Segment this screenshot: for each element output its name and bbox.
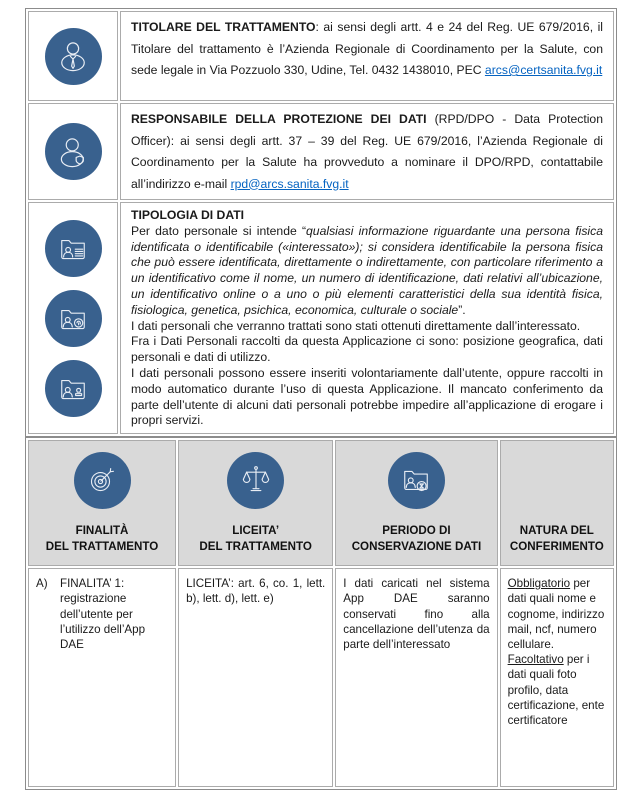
cell-liceita bbox=[178, 568, 333, 787]
tipologia-paragraph-2: I dati personali che verranno trattati sono stati ottenuti direttamente dall’interessato. bbox=[131, 318, 581, 333]
natura-facoltativo: Facoltativo bbox=[507, 653, 564, 667]
titolare-paragraph bbox=[131, 17, 603, 82]
header-periodo-label: PERIODO DI CONSERVAZIONE DATI bbox=[351, 524, 482, 554]
header-liceita bbox=[178, 440, 333, 566]
row-titolare bbox=[28, 11, 614, 101]
tipologia-icon-stack bbox=[30, 220, 116, 417]
responsabile-email-link[interactable]: rpd@arcs.sanita.fvg.it bbox=[230, 176, 349, 191]
scales-icon bbox=[179, 449, 332, 511]
header-natura-icon-placeholder bbox=[501, 449, 613, 511]
tipologia-p1-quote: qualsiasi informazione riguardante una persona fisica identificata o identificabile («interessato»); si considera identificabile la persona fisica che può essere identificata, direttamente o indirettamente, con particolare riferimento a un identificativo come il nome, un numero di identificazione, dati relativi all’ubicazione, un identificativo online o a uno o più elementi caratteristici della sua identità fisica, fisiologica, genetica, psichica, economica, culturale o sociale bbox=[131, 223, 603, 317]
user-tie-icon bbox=[45, 28, 102, 85]
titolare-text-cell bbox=[120, 11, 614, 101]
titolare-body: : ai sensi degli artt. 4 e 24 del Reg. UE 679/2016, il Titolare del trattamento è l’Azienda Regionale di Coordinamento per la Salute, con sede legale in Via Pozzuolo 330, Udine, Tel. 0432 1438010, PEC bbox=[131, 20, 603, 77]
folder-user-stamp-icon bbox=[45, 360, 102, 417]
liceita-text: LICEITA’: art. 6, co. 1, lett. b), lett. d), lett. e) bbox=[186, 577, 326, 606]
responsabile-paragraph bbox=[131, 109, 603, 195]
cell-finalita bbox=[28, 568, 176, 787]
periodo-text: I dati caricati nel sistema App DAE saranno conservati fino alla cancellazione dell’utenza da parte dell’interessato bbox=[343, 577, 490, 651]
treatment-header-row bbox=[28, 440, 614, 566]
cell-natura bbox=[500, 568, 614, 787]
header-natura bbox=[500, 440, 614, 566]
responsabile-icon-cell bbox=[28, 103, 118, 200]
folder-user-hourglass-icon bbox=[336, 449, 496, 511]
tipologia-paragraph-1 bbox=[131, 224, 603, 319]
row-responsabile bbox=[28, 103, 614, 200]
natura-text: Obbligatorio per dati quali nome e cognome, indirizzo mail, ncf, numero cellulare. Facoltativo per i dati quali foto profilo, data certificazione, ente certificatore bbox=[507, 577, 605, 727]
responsabile-text-cell bbox=[120, 103, 614, 200]
header-natura-label: NATURA DEL CONFERIMENTO bbox=[509, 524, 604, 554]
tipologia-heading: TIPOLOGIA DI DATI bbox=[131, 208, 245, 222]
tipologia-paragraph-3: Fra i Dati Personali raccolti da questa Applicazione ci sono: posizione geografica, dati personali e dati di utilizzo. bbox=[131, 334, 603, 365]
finalita-list-marker: A) bbox=[36, 577, 48, 591]
header-periodo bbox=[335, 440, 497, 566]
natura-obbligatorio: Obbligatorio bbox=[507, 577, 571, 591]
responsabile-body: (RPD/DPO - Data Protection Officer): ai sensi degli artt. 37 – 39 del Reg. UE 679/2016, l’Azienda Regionale di Coordinamento per la Salute ha provveduto a nominare il DPO/RPD, contattabile all’indirizzo e-mail bbox=[131, 112, 603, 191]
row-tipologia bbox=[28, 202, 614, 434]
tipologia-text-cell bbox=[120, 202, 614, 434]
cell-periodo bbox=[335, 568, 497, 787]
target-icon bbox=[29, 449, 175, 511]
folder-user-fingerprint-icon bbox=[45, 290, 102, 347]
titolare-icon-cell bbox=[28, 11, 118, 101]
header-finalita-label: FINALITÀ DEL TRATTAMENTO bbox=[45, 524, 159, 554]
tipologia-p1-suffix: ”. bbox=[458, 302, 466, 317]
tipologia-paragraph-4: I dati personali possono essere inseriti volontariamente dall’utente, oppure raccolti in modo automatico durante l’uso di questa Applicazione. Il mancato conferimento da parte dell’utente di alcuni dati personali potrebbe impedire all’applicazione di erogare i propri servizi. bbox=[131, 365, 603, 428]
info-table bbox=[25, 8, 617, 437]
user-shield-icon bbox=[45, 123, 102, 180]
folder-user-list-icon bbox=[45, 220, 102, 277]
treatment-body-row bbox=[28, 568, 614, 787]
treatment-table bbox=[25, 437, 617, 790]
finalita-text: FINALITA’ 1: registrazione dell’utente per l’utilizzo dell’App DAE bbox=[60, 577, 146, 651]
tipologia-p1-prefix: Per dato personale si intende “ bbox=[131, 223, 307, 238]
tipologia-icon-cell bbox=[28, 202, 118, 434]
header-finalita bbox=[28, 440, 176, 566]
responsabile-heading: RESPONSABILE DELLA PROTEZIONE DEI DATI bbox=[131, 112, 427, 126]
finalita-list-item bbox=[36, 576, 168, 652]
titolare-email-link[interactable]: arcs@certsanita.fvg.it bbox=[484, 63, 603, 77]
titolare-heading: TITOLARE DEL TRATTAMENTO bbox=[131, 20, 316, 34]
header-liceita-label: LICEITA’ DEL TRATTAMENTO bbox=[199, 524, 312, 554]
